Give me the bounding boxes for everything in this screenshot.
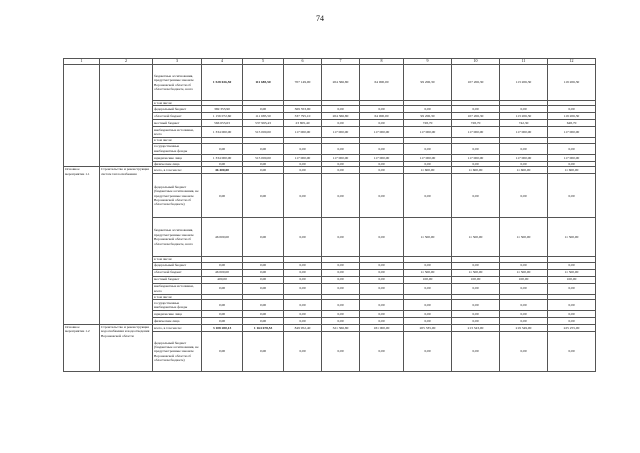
value-cell: 46 000,00 xyxy=(202,218,243,257)
row-label: федеральный бюджет xyxy=(153,106,202,113)
row-label: внебюджетные источники, всего xyxy=(153,127,202,138)
value-cell: 117 000,00 xyxy=(322,127,360,138)
page-number: 74 xyxy=(316,14,324,23)
value-cell: 0,00 xyxy=(404,143,452,154)
value-cell: 400,00 xyxy=(202,276,243,283)
value-cell: 0,00 xyxy=(322,106,360,113)
value-cell: 117 000,00 xyxy=(284,154,322,161)
header-col-6: 6 xyxy=(284,59,322,65)
activity-code: Основное мероприятие 1.2 xyxy=(64,325,100,372)
value-cell: 117 000,00 xyxy=(548,127,596,138)
value-cell: 0,00 xyxy=(284,161,322,166)
value-cell: 117 000,00 xyxy=(500,154,548,161)
value-cell: 0,00 xyxy=(452,318,500,325)
value-cell: 0,00 xyxy=(548,161,596,166)
value-cell: 0,00 xyxy=(500,262,548,269)
value-cell: 0,00 xyxy=(322,283,360,294)
header-col-9: 9 xyxy=(404,59,452,65)
value-cell: 100,00 xyxy=(548,276,596,283)
value-cell: 117 000,00 xyxy=(360,154,404,161)
value-cell: 11 600,00 xyxy=(548,167,596,174)
value-cell: 0,00 xyxy=(360,332,404,372)
value-cell: 0,00 xyxy=(404,161,452,166)
value-cell: 0,00 xyxy=(360,283,404,294)
value-cell: 0,00 xyxy=(243,283,284,294)
value-cell: 219 349,00 xyxy=(500,325,548,332)
value-cell: 0,00 xyxy=(243,143,284,154)
value-cell: 0,00 xyxy=(284,300,322,311)
value-cell: 0,00 xyxy=(322,218,360,257)
value-cell: 0,00 xyxy=(202,311,243,318)
value-cell: 11 500,00 xyxy=(548,218,596,257)
value-cell: 11 500,00 xyxy=(500,218,548,257)
value-cell: 0,00 xyxy=(404,300,452,311)
value-cell: 0,00 xyxy=(202,174,243,218)
value-cell: 0,00 xyxy=(202,332,243,372)
value-cell: 1 528 026,50 xyxy=(202,65,243,101)
value-cell: 0,00 xyxy=(500,318,548,325)
value-cell: 11 500,00 xyxy=(452,218,500,257)
value-cell: 0,00 xyxy=(284,218,322,257)
value-cell: 181 000,00 xyxy=(360,325,404,332)
value-cell: 11 500,00 xyxy=(452,269,500,276)
value-cell: 0,00 xyxy=(243,218,284,257)
value-cell: 0,00 xyxy=(360,120,404,127)
value-cell: 1 156 072,60 xyxy=(202,113,243,120)
row-label: местный бюджет xyxy=(153,120,202,127)
value-cell: 0,00 xyxy=(360,161,404,166)
value-cell: 0,00 xyxy=(548,262,596,269)
value-cell: 0,00 xyxy=(548,311,596,318)
row-label: в том числе: xyxy=(153,101,202,106)
value-cell: 113 206,30 xyxy=(500,113,548,120)
budget-table xyxy=(63,58,596,372)
value-cell: 0,00 xyxy=(360,106,404,113)
value-cell: 0,00 xyxy=(404,262,452,269)
row-label: юридические лица xyxy=(153,154,202,161)
header-col-4: 4 xyxy=(202,59,243,65)
value-cell: 0,00 xyxy=(548,332,596,372)
value-cell: 0,00 xyxy=(322,318,360,325)
value-cell: 337 795,10 xyxy=(284,113,322,120)
value-cell: 0,00 xyxy=(452,174,500,218)
row-label: бюджетные ассигнования, предусмотренные законом Воронежской области об областном бюджете, всего xyxy=(153,65,202,101)
row-label: всего, в том числе: xyxy=(153,167,202,174)
value-cell: 0,00 xyxy=(500,300,548,311)
value-cell: 11 500,00 xyxy=(500,269,548,276)
value-cell: 99 206,30 xyxy=(404,65,452,101)
value-cell: 0,00 xyxy=(452,300,500,311)
value-cell: 0,00 xyxy=(322,262,360,269)
value-cell: 100,00 xyxy=(404,276,452,283)
value-cell: 119 206,30 xyxy=(548,113,596,120)
value-cell: 100,00 xyxy=(452,276,500,283)
value-cell: 707 149,00 xyxy=(284,65,322,101)
value-cell: 0,00 xyxy=(404,106,452,113)
activity-code: Основное мероприятие 1.1 xyxy=(64,167,100,325)
value-cell: 0,00 xyxy=(284,318,322,325)
value-cell: 0,00 xyxy=(322,161,360,166)
row-label: государственные внебюджетные фонды xyxy=(153,300,202,311)
value-cell: 0,00 xyxy=(548,106,596,113)
header-col-8: 8 xyxy=(360,59,404,65)
value-cell: 0,00 xyxy=(243,311,284,318)
value-cell: 117 000,00 xyxy=(360,127,404,138)
value-cell: 0,00 xyxy=(322,311,360,318)
row-label: всего, в том числе: xyxy=(153,325,202,332)
value-cell: 111 685,50 xyxy=(243,113,284,120)
value-cell: 0,00 xyxy=(284,311,322,318)
value-cell: 0,00 xyxy=(202,300,243,311)
value-cell: 0,00 xyxy=(243,300,284,311)
value-cell: 0,00 xyxy=(322,269,360,276)
value-cell: 0,00 xyxy=(548,174,596,218)
value-cell: 11 500,00 xyxy=(404,218,452,257)
value-cell: 11 600,00 xyxy=(452,167,500,174)
value-cell: 0,00 xyxy=(360,311,404,318)
value-cell: 0,00 xyxy=(548,318,596,325)
value-cell: 0,00 xyxy=(284,143,322,154)
value-cell: 0,00 xyxy=(360,276,404,283)
row-label: федеральный бюджет (бюджетные ассигнования, не предусмотренные законом Воронежской области об областном бюджете) xyxy=(153,332,202,372)
value-cell: 648,70 xyxy=(548,120,596,127)
value-cell: 369 353,90 xyxy=(284,106,322,113)
value-cell: 0,00 xyxy=(322,300,360,311)
value-cell: 1 334 000,00 xyxy=(202,127,243,138)
row-label: бюджетные ассигнования, предусмотренные законом Воронежской области об областном бюджете, всего xyxy=(153,218,202,257)
value-cell: 0,00 xyxy=(284,276,322,283)
header-col-7: 7 xyxy=(322,59,360,65)
value-cell: 0,00 xyxy=(360,174,404,218)
value-cell: 204 366,80 xyxy=(322,113,360,120)
value-cell: 0,00 xyxy=(322,332,360,372)
value-cell: 0,00 xyxy=(360,143,404,154)
header-col-2: 2 xyxy=(100,59,153,65)
value-cell: 0,00 xyxy=(500,283,548,294)
value-cell: 107 206,30 xyxy=(452,65,500,101)
value-cell: 0,00 xyxy=(202,161,243,166)
value-cell: 100,00 xyxy=(500,276,548,283)
table-row xyxy=(64,167,596,174)
value-cell: 0,00 xyxy=(322,276,360,283)
value-cell: 111 685,50 xyxy=(243,65,284,101)
value-cell: 0,00 xyxy=(548,283,596,294)
value-cell: 117 000,00 xyxy=(500,127,548,138)
value-cell: 0,00 xyxy=(360,262,404,269)
value-cell: 11 600,00 xyxy=(500,167,548,174)
header-col-1: 1 xyxy=(64,59,100,65)
value-cell: 11 500,00 xyxy=(548,269,596,276)
value-cell: 0,00 xyxy=(500,161,548,166)
header-col-11: 11 xyxy=(500,59,548,65)
value-cell: 0,00 xyxy=(284,332,322,372)
row-label: федеральный бюджет xyxy=(153,262,202,269)
value-cell: 0,00 xyxy=(360,218,404,257)
value-cell: 117 000,00 xyxy=(284,127,322,138)
value-cell: 849 952,40 xyxy=(284,325,322,332)
value-cell: 0,00 xyxy=(243,276,284,283)
activity-code xyxy=(64,65,100,167)
value-cell: 0,00 xyxy=(243,262,284,269)
value-cell: 117 000,00 xyxy=(452,127,500,138)
row-label: физические лица xyxy=(153,161,202,166)
value-cell: 46 400,00 xyxy=(202,167,243,174)
value-cell: 0,00 xyxy=(243,174,284,218)
value-cell: 515 000,00 xyxy=(243,127,284,138)
row-label: внебюджетные источники, всего xyxy=(153,283,202,294)
value-cell: 0,00 xyxy=(202,283,243,294)
value-cell: 99 206,30 xyxy=(404,113,452,120)
value-cell: 64 000,00 xyxy=(360,113,404,120)
value-cell: 0,00 xyxy=(548,143,596,154)
value-cell: 566 653,63 xyxy=(202,120,243,127)
value-cell: 0,00 xyxy=(360,318,404,325)
value-cell: 64 000,00 xyxy=(360,65,404,101)
value-cell: 0,00 xyxy=(452,311,500,318)
activity-name: Строительство и реконструкция водоснабжения и водоотведения Воронежской области xyxy=(100,325,153,372)
value-cell: 0,00 xyxy=(452,143,500,154)
value-cell: 0,00 xyxy=(360,167,404,174)
value-cell: 3 108 200,13 xyxy=(202,325,243,332)
value-cell: 0,00 xyxy=(404,332,452,372)
activity-name: Строительство и реконструкция систем теплоснабжения xyxy=(100,167,153,325)
value-cell: 107 206,30 xyxy=(452,113,500,120)
value-cell: 119 206,30 xyxy=(548,65,596,101)
value-cell: 117 000,00 xyxy=(548,154,596,161)
value-cell: 117 000,00 xyxy=(404,154,452,161)
value-cell: 0,00 xyxy=(500,143,548,154)
value-cell: 117 000,00 xyxy=(452,154,500,161)
header-col-10: 10 xyxy=(452,59,500,65)
value-cell: 728,70 xyxy=(452,120,500,127)
value-cell: 1 164 678,53 xyxy=(243,325,284,332)
value-cell: 0,00 xyxy=(452,161,500,166)
value-cell: 369 353,90 xyxy=(202,106,243,113)
value-cell: 0,00 xyxy=(452,106,500,113)
value-cell: 0,00 xyxy=(404,174,452,218)
value-cell: 0,00 xyxy=(202,318,243,325)
row-label: областной бюджет xyxy=(153,269,202,276)
value-cell: 0,00 xyxy=(404,318,452,325)
value-cell: 515 000,00 xyxy=(243,154,284,161)
header-col-5: 5 xyxy=(243,59,284,65)
value-cell: 0,00 xyxy=(284,174,322,218)
value-cell: 225 255,00 xyxy=(548,325,596,332)
value-cell: 0,00 xyxy=(243,161,284,166)
value-cell: 0,00 xyxy=(322,120,360,127)
value-cell: 0,00 xyxy=(243,269,284,276)
value-cell: 0,00 xyxy=(548,300,596,311)
value-cell: 0,00 xyxy=(404,311,452,318)
table-row xyxy=(64,325,596,332)
value-cell: 1 334 000,00 xyxy=(202,154,243,161)
table-row xyxy=(64,65,596,101)
row-label: юридические лица xyxy=(153,311,202,318)
value-cell: 728,70 xyxy=(404,120,452,127)
row-label: областной бюджет xyxy=(153,113,202,120)
value-cell: 0,00 xyxy=(322,143,360,154)
activity-name xyxy=(100,65,153,167)
value-cell: 23 805,40 xyxy=(284,120,322,127)
value-cell: 0,00 xyxy=(500,311,548,318)
value-cell: 11 500,00 xyxy=(404,269,452,276)
value-cell: 0,00 xyxy=(284,269,322,276)
value-cell: 0,00 xyxy=(322,167,360,174)
value-cell: 0,00 xyxy=(404,283,452,294)
value-cell: 205 335,00 xyxy=(404,325,452,332)
value-cell: 0,00 xyxy=(500,174,548,218)
value-cell: 742,30 xyxy=(500,120,548,127)
value-cell: 0,00 xyxy=(452,332,500,372)
value-cell: 0,00 xyxy=(243,318,284,325)
value-cell: 11 600,00 xyxy=(404,167,452,174)
row-label: в том числе: xyxy=(153,138,202,143)
value-cell: 0,00 xyxy=(243,106,284,113)
value-cell: 0,00 xyxy=(360,300,404,311)
value-cell: 0,00 xyxy=(202,262,243,269)
value-cell: 0,00 xyxy=(284,167,322,174)
header-col-3: 3 xyxy=(153,59,202,65)
row-label: местный бюджет xyxy=(153,276,202,283)
value-cell: 0,00 xyxy=(202,143,243,154)
value-cell: 213 343,00 xyxy=(452,325,500,332)
value-cell: 0,00 xyxy=(500,106,548,113)
value-cell: 117 000,00 xyxy=(322,154,360,161)
value-cell: 113 206,30 xyxy=(500,65,548,101)
row-label: в том числе: xyxy=(153,294,202,299)
value-cell: 0,00 xyxy=(284,262,322,269)
value-cell: 46 000,00 xyxy=(202,269,243,276)
value-cell: 0,00 xyxy=(322,174,360,218)
value-cell: 0,00 xyxy=(452,262,500,269)
value-cell: 117 000,00 xyxy=(404,127,452,138)
value-cell: 321 366,80 xyxy=(322,325,360,332)
value-cell: 0,00 xyxy=(243,332,284,372)
value-cell: 0,00 xyxy=(500,332,548,372)
row-label: в том числе: xyxy=(153,257,202,262)
value-cell: 204 366,80 xyxy=(322,65,360,101)
row-label: государственные внебюджетные фонды xyxy=(153,143,202,154)
value-cell: 0,00 xyxy=(360,269,404,276)
header-col-12: 12 xyxy=(548,59,596,65)
row-label: федеральный бюджет (бюджетные ассигнования, не предусмотренные законом Воронежской области об областном бюджете) xyxy=(153,174,202,218)
value-cell: 0,00 xyxy=(452,283,500,294)
value-cell: 537 993,43 xyxy=(243,120,284,127)
value-cell: 0,00 xyxy=(243,167,284,174)
row-label: физические лица xyxy=(153,318,202,325)
value-cell: 0,00 xyxy=(284,283,322,294)
